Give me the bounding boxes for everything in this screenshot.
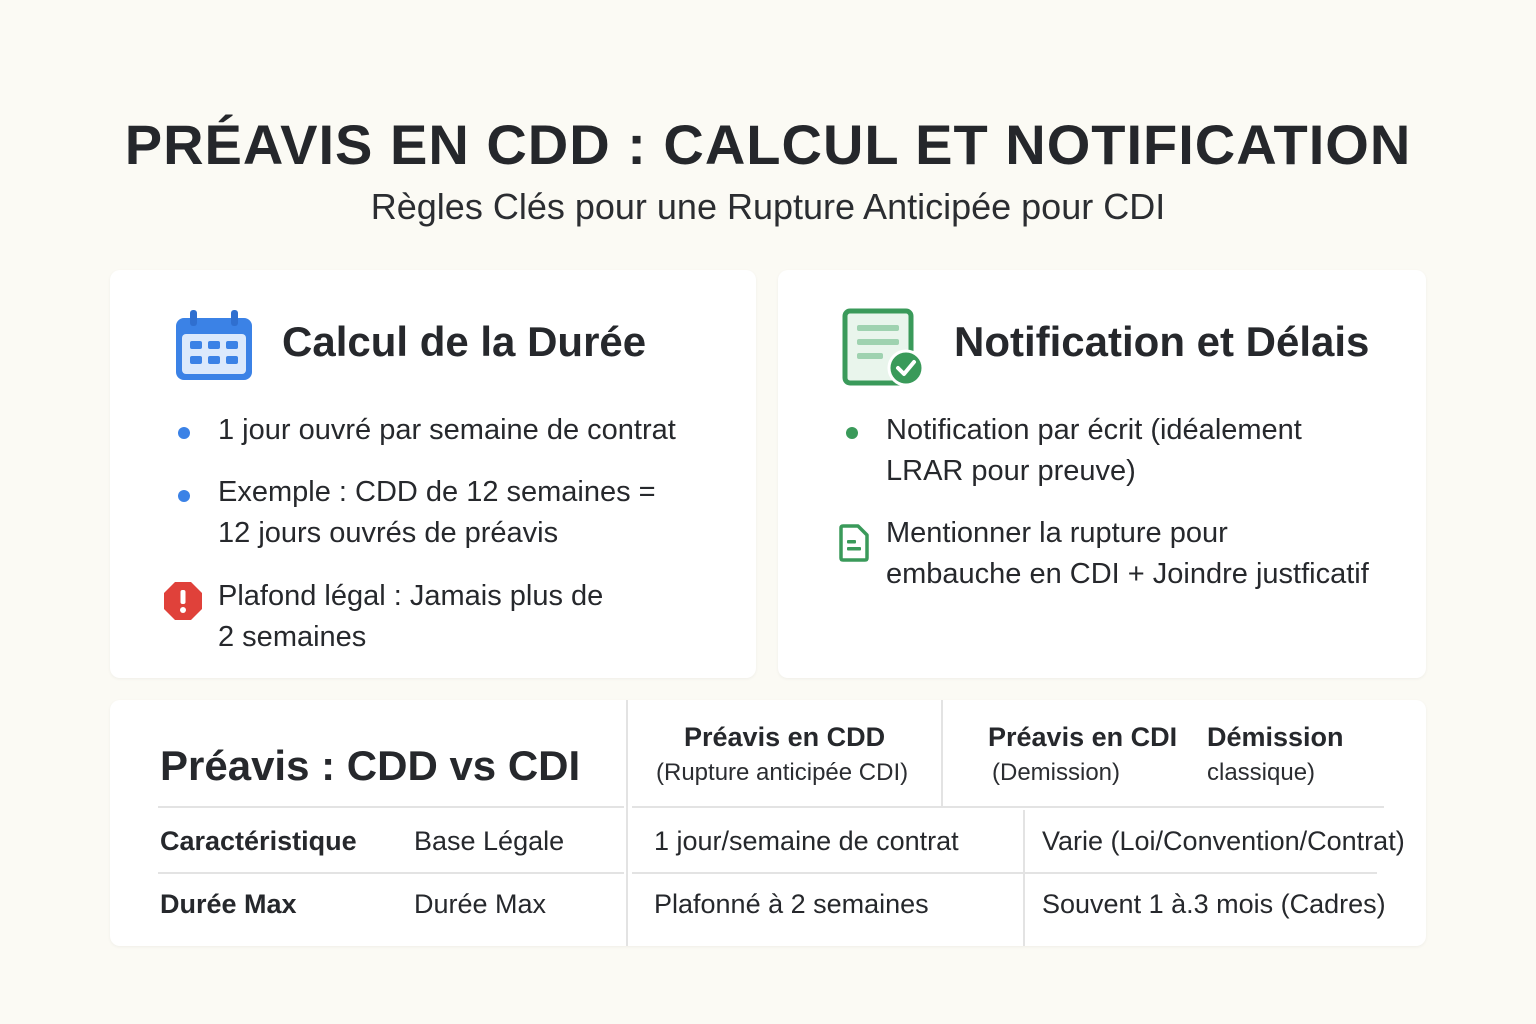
page-subtitle: Règles Clés pour une Rupture Anticipée pour CDI (370, 186, 1166, 227)
row-1-cdd: 1 jour/semaine de contrat (654, 826, 959, 856)
duration-item-3-line-1: Plafond légal : Jamais plus de (218, 580, 604, 612)
column-subheader-cdi: (Demission) (992, 759, 1121, 786)
notification-item-1-line-2: LRAR pour preuve) (886, 455, 1136, 487)
row-2-cdi: Souvent 1 à.3 mois (Cadres) (1042, 889, 1386, 919)
notification-item-2-line-2: embauche en CDI + Joindre justficatif (886, 558, 1369, 590)
column-subheader-demission: classique) (1207, 759, 1316, 786)
warning-icon (163, 581, 203, 621)
row-divider (632, 872, 1377, 874)
duration-item-2-line-2: 12 jours ouvrés de préavis (218, 517, 559, 549)
duration-item-1: 1 jour ouvré par semaine de contrat (218, 414, 676, 446)
duration-item-2-line-1: Exemple : CDD de 12 semaines = (218, 476, 656, 508)
row-2-label: Durée Max (160, 889, 297, 919)
notification-item-1-line-1: Notification par écrit (idéalement (886, 414, 1302, 446)
header-divider (158, 806, 624, 808)
duration-item-3 (218, 576, 603, 658)
notification-card-heading: Notification et Délais (954, 318, 1370, 365)
duration-card-heading: Calcul de la Durée (282, 318, 647, 365)
column-header-demission: Démission (1207, 722, 1344, 752)
row-2-base: Durée Max (414, 889, 547, 919)
bullet-dot (178, 490, 190, 502)
document-check-icon (842, 308, 926, 388)
bullet-dot (178, 427, 190, 439)
row-1-label: Caractéristique (160, 826, 357, 856)
column-subheader-cdd: (Rupture anticipée CDI) (656, 759, 909, 786)
row-2-cdd: Plafonné à 2 semaines (654, 889, 929, 919)
file-icon (838, 524, 870, 562)
page-title: PRÉAVIS EN CDD : CALCUL ET NOTIFICATION (124, 113, 1412, 176)
column-divider (941, 700, 943, 806)
notification-item-2 (886, 513, 1369, 595)
notification-item-1 (886, 410, 1302, 492)
column-header-cdi: Préavis en CDI (988, 722, 1178, 752)
row-divider (158, 872, 624, 874)
notification-item-2-line-1: Mentionner la rupture pour (886, 517, 1228, 549)
row-1-cdi: Varie (Loi/Convention/Contrat) (1042, 826, 1405, 856)
column-divider (626, 700, 628, 946)
row-1-base: Base Légale (414, 826, 565, 856)
bullet-dot (846, 427, 858, 439)
duration-item-2 (218, 472, 656, 554)
column-header-cdd: Préavis en CDD (684, 722, 886, 752)
column-divider (1023, 810, 1025, 946)
comparison-title: Préavis : CDD vs CDI (160, 742, 581, 789)
calendar-icon (174, 308, 254, 384)
header-divider (632, 806, 1384, 808)
duration-item-3-line-2: 2 semaines (218, 621, 367, 653)
